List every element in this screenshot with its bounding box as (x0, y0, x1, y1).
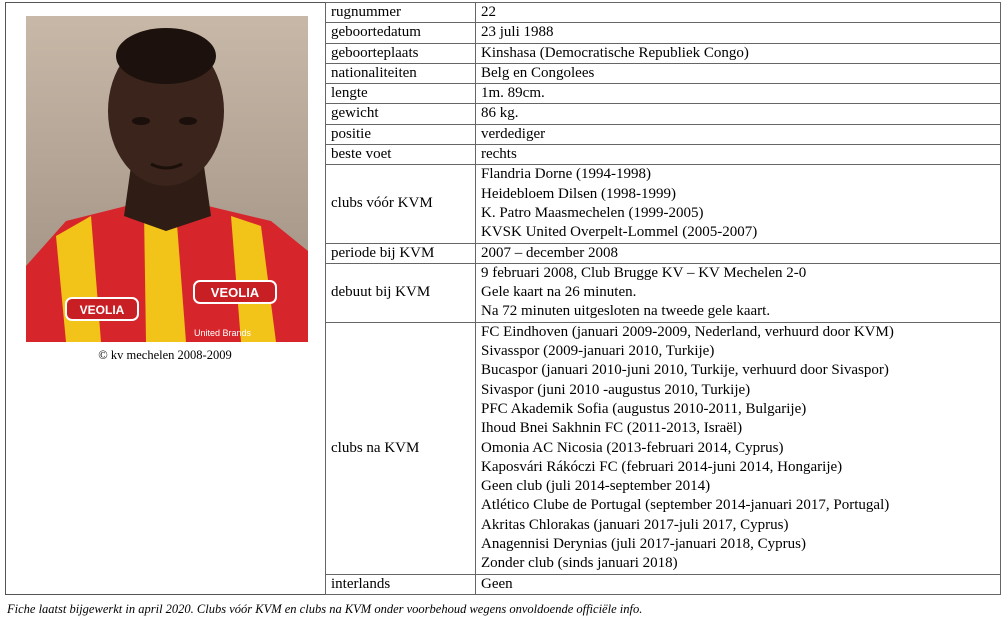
info-value (476, 3, 1001, 23)
info-label: beste voet (326, 145, 476, 165)
info-value-line: 86 kg. (481, 105, 519, 122)
info-label: clubs vóór KVM (326, 165, 476, 243)
info-value (476, 243, 1001, 263)
info-row (326, 243, 1001, 263)
info-value-line: Bucaspor (januari 2010-juni 2010, Turkije, verhuurd door Sivaspor) (481, 362, 889, 379)
info-value-line: K. Patro Maasmechelen (1999-2005) (481, 204, 704, 221)
info-value-line: rechts (481, 146, 517, 163)
info-label: nationaliteiten (326, 63, 476, 83)
info-value-line: Geen (481, 575, 513, 592)
info-label: gewicht (326, 104, 476, 124)
info-value-line: Kaposvári Rákóczi FC (februari 2014-juni 2014, Hongarije) (481, 458, 843, 475)
info-value-line: 22 (481, 4, 496, 20)
info-label: clubs na KVM (326, 322, 476, 574)
info-label: geboorteplaats (326, 43, 476, 63)
info-value (476, 104, 1001, 124)
info-value-line: Sivaspor (juni 2010 -augustus 2010, Turkije) (481, 381, 751, 398)
info-row (326, 63, 1001, 83)
info-row (326, 23, 1001, 43)
info-value-line: 2007 – december 2008 (481, 244, 619, 261)
info-label: positie (326, 124, 476, 144)
info-value (476, 263, 1001, 322)
info-value-line: 23 juli 1988 (481, 24, 554, 41)
info-value-line: Anagennisi Derynias (juli 2017-januari 2018, Cyprus) (481, 536, 806, 553)
info-row (326, 3, 1001, 23)
info-value (476, 165, 1001, 243)
info-value (476, 63, 1001, 83)
photo-caption: © kv mechelen 2008-2009 (98, 348, 232, 362)
info-label: debuut bij KVM (326, 263, 476, 322)
info-value-line: Atlético Clube de Portugal (september 2014-januari 2017, Portugal) (481, 497, 890, 514)
player-info-table (325, 2, 1001, 595)
info-value-line: Kinshasa (Democratische Republiek Congo) (481, 44, 749, 61)
info-value-line: Sivasspor (2009-januari 2010, Turkije) (481, 343, 715, 360)
info-row (326, 104, 1001, 124)
info-row (326, 124, 1001, 144)
info-label: geboortedatum (326, 23, 476, 43)
info-value-line: FC Eindhoven (januari 2009-2009, Nederland, verhuurd door KVM) (481, 323, 894, 340)
info-row (326, 263, 1001, 322)
info-row (326, 322, 1001, 574)
info-value-line: KVSK United Overpelt-Lommel (2005-2007) (481, 224, 758, 241)
footnote: Fiche laatst bijgewerkt in april 2020. Clubs vóór KVM en clubs na KVM onder voorbehoud wegens onvoldoende officiële info. (7, 602, 643, 616)
info-value (476, 84, 1001, 104)
info-value-line: Akritas Chlorakas (januari 2017-juli 2017, Cyprus) (481, 516, 789, 533)
photo-cell (5, 2, 325, 595)
shirt-small-text: United Brands (194, 328, 252, 338)
info-value-line: Geen club (juli 2014-september 2014) (481, 478, 711, 495)
info-value-line: Zonder club (sinds januari 2018) (481, 555, 678, 572)
shirt-sponsor-right: VEOLIA (210, 285, 260, 300)
info-value-line: Flandria Dorne (1994-1998) (481, 166, 651, 183)
info-value-line: Omonia AC Nicosia (2013-februari 2014, Cyprus) (481, 439, 784, 456)
info-value-line: Gele kaart na 26 minuten. (481, 284, 637, 301)
info-value-line: Heidebloem Dilsen (1998-1999) (481, 185, 676, 202)
info-value-line: verdediger (481, 125, 546, 142)
info-label: interlands (326, 574, 476, 594)
info-row (326, 84, 1001, 104)
shirt-sponsor-left: VEOLIA (79, 303, 125, 317)
info-value (476, 43, 1001, 63)
info-value-line: PFC Akademik Sofia (augustus 2010-2011, Bulgarije) (481, 400, 807, 417)
info-value (476, 23, 1001, 43)
info-value-line: Ihoud Bnei Sakhnin FC (2011-2013, Israël) (481, 420, 743, 437)
info-row (326, 43, 1001, 63)
info-value-line: 1m. 89cm. (481, 85, 545, 102)
info-row (326, 574, 1001, 594)
info-value-line: Belg en Congolees (481, 64, 595, 81)
info-value (476, 124, 1001, 144)
info-value (476, 145, 1001, 165)
player-photo (26, 16, 308, 342)
info-label: periode bij KVM (326, 243, 476, 263)
info-value-line: Na 72 minuten uitgesloten na tweede gele kaart. (481, 303, 771, 320)
player-photo-image (26, 16, 308, 342)
info-row (326, 145, 1001, 165)
info-value (476, 322, 1001, 574)
info-label: rugnummer (326, 3, 476, 23)
info-row (326, 165, 1001, 243)
info-value-line: 9 februari 2008, Club Brugge KV – KV Mechelen 2-0 (481, 264, 807, 281)
info-value (476, 574, 1001, 594)
info-label: lengte (326, 84, 476, 104)
